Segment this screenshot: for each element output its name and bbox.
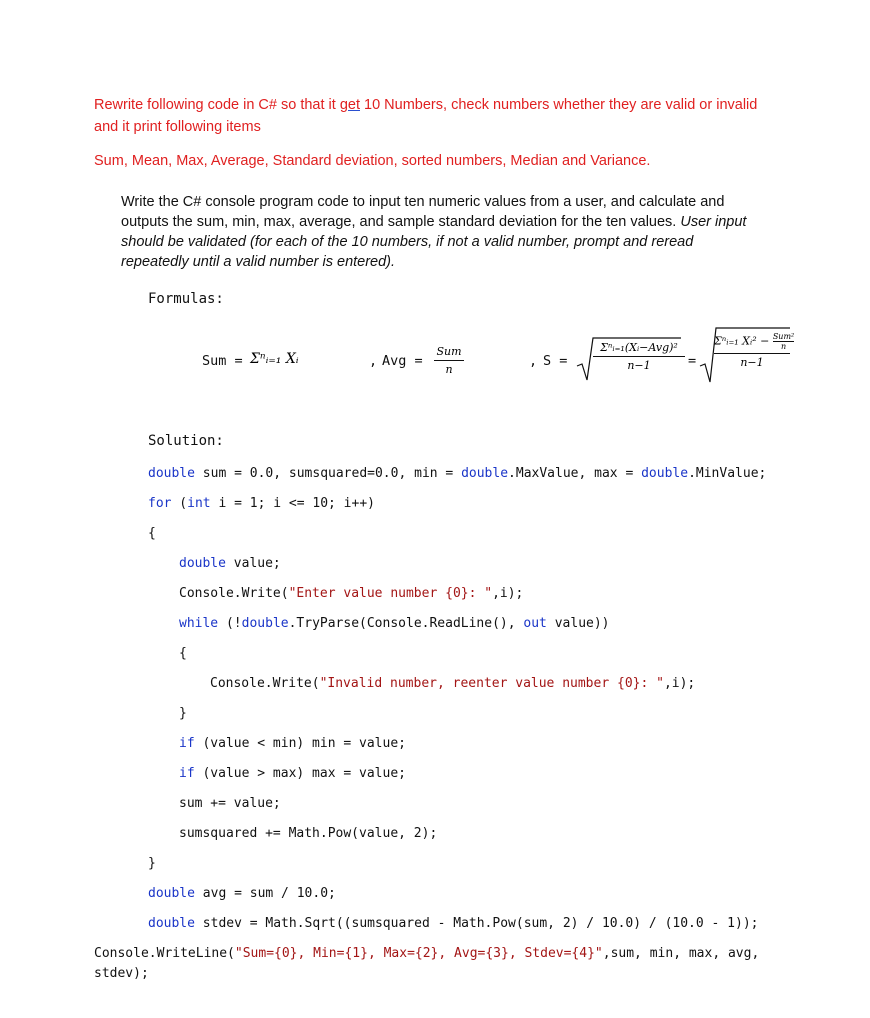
formulas-heading: Formulas: [148,291,224,307]
s-numerator-2-sum: Σⁿᵢ₌₁ Xᵢ² − [714,334,770,348]
code-token: ( [171,496,188,511]
code-token: ,i); [492,586,524,601]
separator-2: , [529,353,538,369]
assignment-line-2-italic: User input [680,214,747,230]
equals-sign: = [688,353,697,369]
code-token: while [179,616,219,631]
code-token: "Invalid number, reenter value number {0}: " [319,676,664,691]
code-token: Console.WriteLine( [94,946,235,961]
code-token: "Enter value number {0}: " [288,586,493,601]
separator-1: , [369,353,378,369]
code-token: avg = sum / 10.0; [194,886,336,901]
code-token: if [179,766,195,781]
s-denominator-1: n−1 [627,359,651,372]
code-token: double [641,466,689,481]
code-token: (! [218,616,242,631]
code-token: double [148,886,195,901]
request-underlined-word: get [339,97,360,113]
s-fraction-2 [714,332,795,369]
code-token: double [148,466,195,481]
code-line [179,736,406,751]
code-line [179,826,437,841]
sum-label: Sum = [202,353,243,369]
code-line [148,886,336,901]
code-line [179,766,406,781]
code-token: stdev = Math.Sqrt((sumsquared - Math.Pow(sum, 2) / 10.0) / (10.0 - 1)); [194,916,759,931]
code-token: "Sum={0}, Min={1}, Max={2}, Avg={3}, Stdev={4}" [234,946,603,961]
s-denominator-2: n−1 [740,356,764,369]
s-subfraction-den: n [773,341,794,351]
request-text-b: 10 Numbers, check numbers whether they are valid or invalid [360,97,758,113]
code-line [148,856,156,871]
assignment-line-2-normal: outputs the sum, min, max, average, and sample standard deviation for the ten values. [121,214,681,230]
code-token: out [523,616,547,631]
code-token: (value < min) min = value; [194,736,406,751]
code-token: sumsquared += Math.Pow(value, 2); [179,826,438,841]
code-token: .MaxValue, max = [508,466,642,481]
code-line [148,916,759,931]
code-token: } [179,706,187,721]
avg-denominator: n [445,363,453,376]
avg-fraction [434,345,464,376]
solution-heading: Solution: [148,433,224,449]
code-token: .TryParse(Console.ReadLine(), [288,616,524,631]
s-subfraction-num: Sum² [772,332,795,341]
avg-numerator: Sum [436,345,462,358]
formula-row [0,332,870,396]
code-token: { [179,646,187,661]
code-line [179,796,281,811]
code-token: { [148,526,156,541]
code-line [94,946,759,961]
code-token: stdev); [94,966,149,981]
request-line-3: Sum, Mean, Max, Average, Standard deviation, sorted numbers, Median and Variance. [94,153,651,169]
s-label: S = [543,353,568,369]
assignment-line-3 [121,232,781,252]
code-token: ,sum, min, max, avg, [602,946,760,961]
code-token: double [461,466,509,481]
code-line [148,526,156,541]
code-line [94,966,149,981]
code-token: value)) [546,616,610,631]
code-token: .MinValue; [688,466,767,481]
code-token: sum += value; [179,796,281,811]
assignment-line-4 [121,252,781,272]
assignment-line-3-text: should be validated (for each of the 10 numbers, if not a valid number, prompt and reread [121,234,694,250]
code-line [210,676,695,691]
code-line [179,646,187,661]
code-token: i = 1; i <= 10; i++) [210,496,375,511]
code-line [148,466,766,481]
code-line [179,586,523,601]
code-line [148,496,375,511]
assignment-line-2 [121,212,781,232]
code-token: Console.Write( [179,586,289,601]
s-numerator-2-subfraction [773,332,794,351]
code-token: } [148,856,156,871]
code-token: ,i); [663,676,696,691]
code-line [179,616,610,631]
s-fraction-1 [593,341,685,372]
code-token: Console.Write( [210,676,320,691]
assignment-line-1: Write the C# console program code to input ten numeric values from a user, and calculate and [121,194,725,210]
assignment-paragraph [121,192,781,272]
code-line [179,706,187,721]
code-token: double [148,916,195,931]
code-token: (value > max) max = value; [194,766,406,781]
assignment-line-4-text: repeatedly until a valid number is entered). [121,254,396,270]
sum-expression: Σⁿᵢ₌₁ Xᵢ [250,351,299,367]
code-token: double [179,556,226,571]
code-token: if [179,736,195,751]
request-line-2: and it print following items [94,119,261,135]
code-token: for [148,496,172,511]
code-token: double [241,616,289,631]
request-line-1 [94,97,757,113]
request-text-a: Rewrite following code in C# so that it [94,97,340,113]
s-numerator-1: Σⁿᵢ₌₁(Xᵢ−Avg)² [600,341,678,354]
code-token: int [187,496,211,511]
code-token: value; [225,556,281,571]
code-token: sum = 0.0, sumsquared=0.0, min = [194,466,462,481]
code-line [179,556,281,571]
avg-label: Avg = [382,353,423,369]
s-numerator-2 [714,332,795,351]
